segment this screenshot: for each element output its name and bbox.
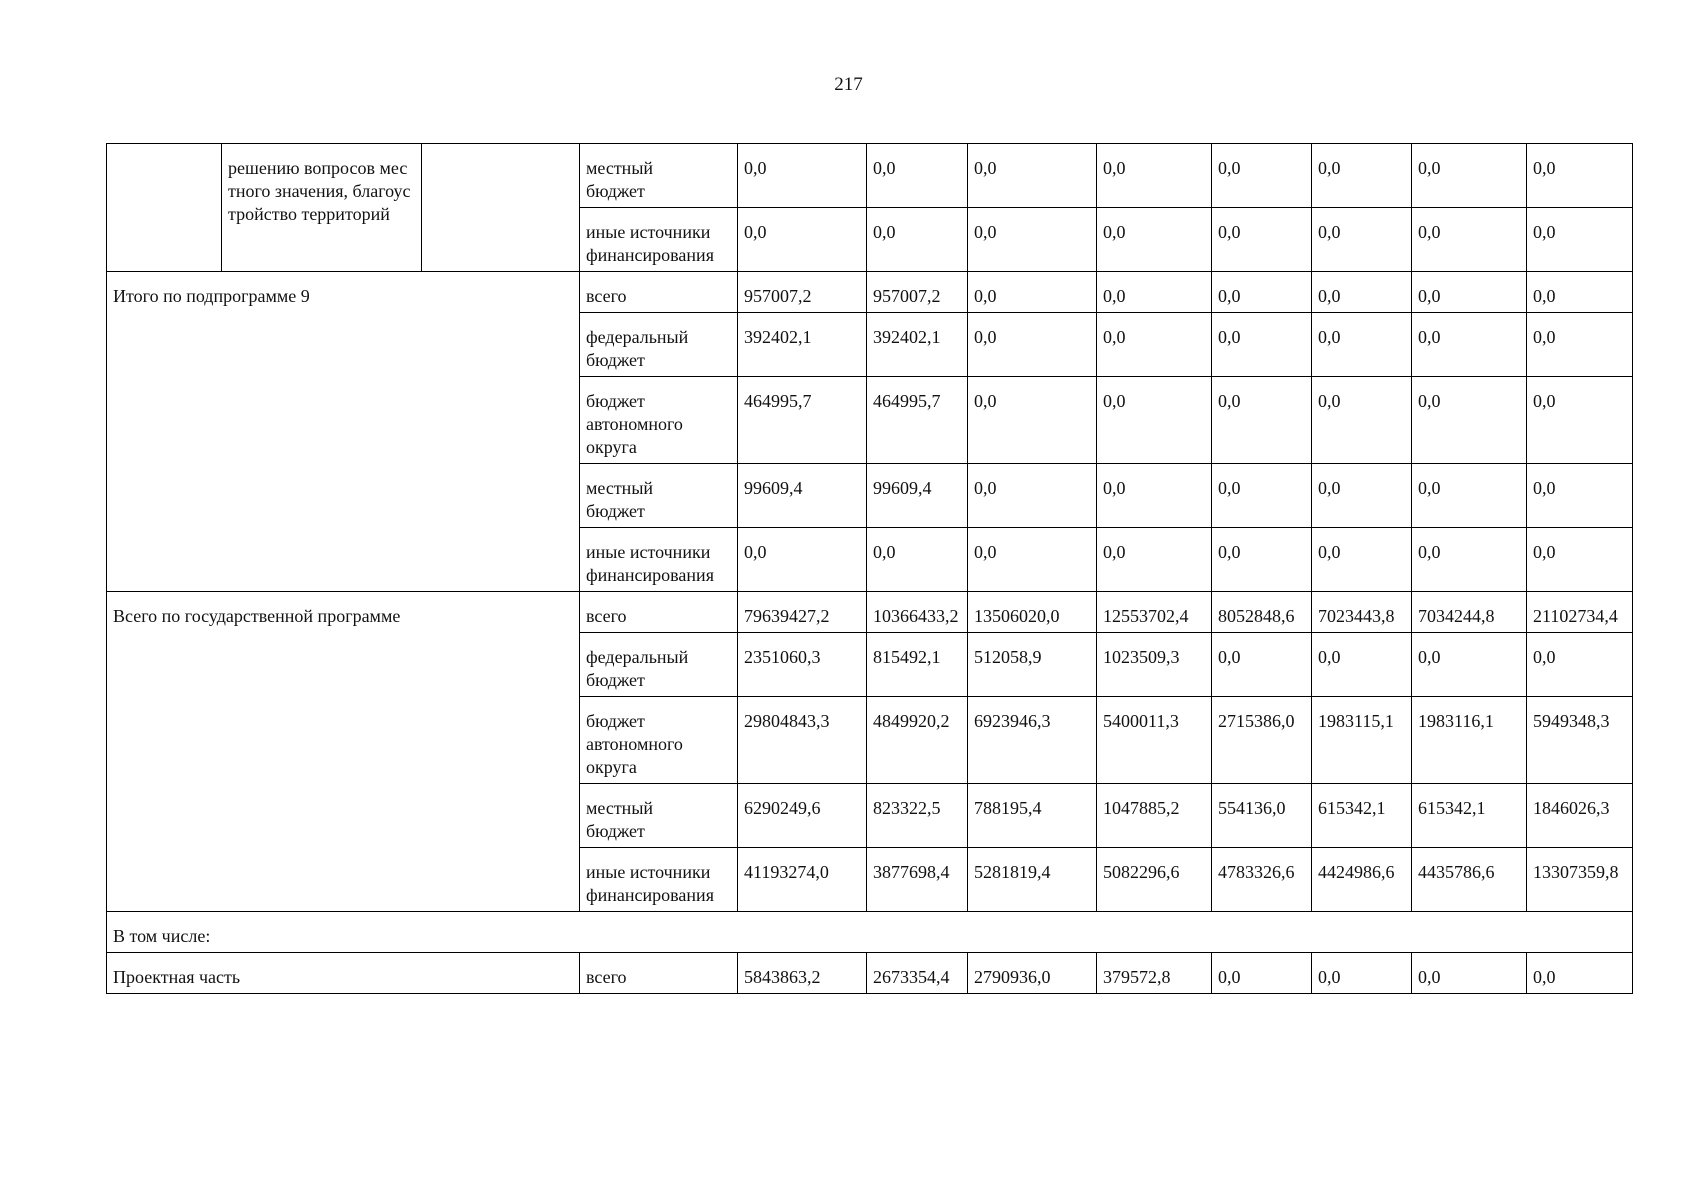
value-cell: 815492,1 bbox=[867, 633, 968, 697]
value-cell: 615342,1 bbox=[1412, 784, 1527, 848]
value-cell: 41193274,0 bbox=[738, 848, 867, 912]
program-total-label: Всего по государственной программе bbox=[107, 592, 580, 912]
source-cell: всего bbox=[580, 592, 738, 633]
value-cell: 0,0 bbox=[1097, 313, 1212, 377]
value-cell: 0,0 bbox=[1212, 528, 1312, 592]
value-cell: 0,0 bbox=[1312, 953, 1412, 994]
value-cell: 0,0 bbox=[968, 377, 1097, 464]
value-cell: 0,0 bbox=[968, 464, 1097, 528]
source-cell: всего bbox=[580, 272, 738, 313]
value-cell: 5400011,3 bbox=[1097, 697, 1212, 784]
value-cell: 0,0 bbox=[1312, 313, 1412, 377]
value-cell: 0,0 bbox=[968, 313, 1097, 377]
value-cell: 0,0 bbox=[867, 144, 968, 208]
value-cell: 464995,7 bbox=[738, 377, 867, 464]
value-cell: 1846026,3 bbox=[1527, 784, 1633, 848]
value-cell: 0,0 bbox=[1212, 272, 1312, 313]
value-cell: 823322,5 bbox=[867, 784, 968, 848]
value-cell: 5843863,2 bbox=[738, 953, 867, 994]
value-cell: 2673354,4 bbox=[867, 953, 968, 994]
source-cell: бюджет автономного округа bbox=[580, 377, 738, 464]
value-cell: 6290249,6 bbox=[738, 784, 867, 848]
value-cell: 0,0 bbox=[968, 208, 1097, 272]
value-cell: 0,0 bbox=[1097, 144, 1212, 208]
value-cell: 0,0 bbox=[1312, 208, 1412, 272]
source-cell: федеральный бюджет bbox=[580, 313, 738, 377]
value-cell: 6923946,3 bbox=[968, 697, 1097, 784]
source-cell: иные источники финансирования bbox=[580, 848, 738, 912]
subprogram-total-label: Итого по подпрограмме 9 bbox=[107, 272, 580, 592]
value-cell: 0,0 bbox=[1212, 144, 1312, 208]
value-cell: 0,0 bbox=[1097, 528, 1212, 592]
value-cell: 79639427,2 bbox=[738, 592, 867, 633]
value-cell: 5281819,4 bbox=[968, 848, 1097, 912]
value-cell: 3877698,4 bbox=[867, 848, 968, 912]
source-cell: федеральный бюджет bbox=[580, 633, 738, 697]
value-cell: 99609,4 bbox=[738, 464, 867, 528]
source-cell: иные источники финансирования bbox=[580, 528, 738, 592]
value-cell: 1023509,3 bbox=[1097, 633, 1212, 697]
table-row bbox=[107, 592, 1633, 633]
value-cell: 0,0 bbox=[1527, 272, 1633, 313]
table-row bbox=[107, 272, 1633, 313]
value-cell: 0,0 bbox=[1527, 953, 1633, 994]
value-cell: 554136,0 bbox=[1212, 784, 1312, 848]
value-cell: 0,0 bbox=[1312, 272, 1412, 313]
value-cell: 788195,4 bbox=[968, 784, 1097, 848]
value-cell: 12553702,4 bbox=[1097, 592, 1212, 633]
value-cell: 5949348,3 bbox=[1527, 697, 1633, 784]
value-cell: 615342,1 bbox=[1312, 784, 1412, 848]
value-cell: 0,0 bbox=[1527, 377, 1633, 464]
value-cell: 2351060,3 bbox=[738, 633, 867, 697]
value-cell: 0,0 bbox=[1527, 144, 1633, 208]
funding-table-body bbox=[107, 144, 1633, 994]
value-cell: 0,0 bbox=[1412, 272, 1527, 313]
value-cell: 21102734,4 bbox=[1527, 592, 1633, 633]
value-cell: 0,0 bbox=[1097, 464, 1212, 528]
table-row bbox=[107, 144, 1633, 208]
including-label: В том числе: bbox=[107, 912, 1633, 953]
value-cell: 464995,7 bbox=[867, 377, 968, 464]
value-cell: 4849920,2 bbox=[867, 697, 968, 784]
source-cell: местный бюджет bbox=[580, 784, 738, 848]
value-cell: 392402,1 bbox=[738, 313, 867, 377]
value-cell: 1983116,1 bbox=[1412, 697, 1527, 784]
value-cell: 0,0 bbox=[738, 144, 867, 208]
value-cell: 379572,8 bbox=[1097, 953, 1212, 994]
page-number: 217 bbox=[834, 74, 863, 95]
value-cell: 0,0 bbox=[1312, 377, 1412, 464]
table-row bbox=[107, 912, 1633, 953]
value-cell: 0,0 bbox=[1212, 464, 1312, 528]
value-cell: 0,0 bbox=[1412, 464, 1527, 528]
value-cell: 0,0 bbox=[1312, 144, 1412, 208]
value-cell: 0,0 bbox=[1412, 313, 1527, 377]
value-cell: 0,0 bbox=[1527, 208, 1633, 272]
value-cell: 0,0 bbox=[1212, 377, 1312, 464]
value-cell: 0,0 bbox=[1527, 528, 1633, 592]
value-cell: 0,0 bbox=[968, 144, 1097, 208]
value-cell: 0,0 bbox=[1097, 377, 1212, 464]
value-cell: 1983115,1 bbox=[1312, 697, 1412, 784]
value-cell: 0,0 bbox=[1412, 144, 1527, 208]
value-cell: 0,0 bbox=[1527, 464, 1633, 528]
value-cell: 7034244,8 bbox=[1412, 592, 1527, 633]
value-cell: 0,0 bbox=[1312, 528, 1412, 592]
value-cell: 0,0 bbox=[1097, 272, 1212, 313]
value-cell: 99609,4 bbox=[867, 464, 968, 528]
value-cell: 8052848,6 bbox=[1212, 592, 1312, 633]
value-cell: 0,0 bbox=[867, 208, 968, 272]
value-cell: 0,0 bbox=[738, 208, 867, 272]
value-cell: 0,0 bbox=[968, 528, 1097, 592]
value-cell: 0,0 bbox=[1412, 953, 1527, 994]
source-cell: местный бюджет bbox=[580, 144, 738, 208]
value-cell: 2790936,0 bbox=[968, 953, 1097, 994]
value-cell: 0,0 bbox=[867, 528, 968, 592]
value-cell: 0,0 bbox=[738, 528, 867, 592]
source-cell: местный бюджет bbox=[580, 464, 738, 528]
value-cell: 13307359,8 bbox=[1527, 848, 1633, 912]
value-cell: 0,0 bbox=[1212, 953, 1312, 994]
source-cell: всего bbox=[580, 953, 738, 994]
value-cell: 7023443,8 bbox=[1312, 592, 1412, 633]
value-cell: 5082296,6 bbox=[1097, 848, 1212, 912]
value-cell: 0,0 bbox=[1527, 313, 1633, 377]
source-cell: бюджет автономного округа bbox=[580, 697, 738, 784]
funding-table bbox=[106, 143, 1633, 994]
value-cell: 0,0 bbox=[1097, 208, 1212, 272]
project-part-label: Проектная часть bbox=[107, 953, 580, 994]
value-cell: 0,0 bbox=[1212, 208, 1312, 272]
value-cell: 957007,2 bbox=[867, 272, 968, 313]
value-cell: 392402,1 bbox=[867, 313, 968, 377]
value-cell: 13506020,0 bbox=[968, 592, 1097, 633]
value-cell: 512058,9 bbox=[968, 633, 1097, 697]
value-cell: 0,0 bbox=[1412, 528, 1527, 592]
value-cell: 0,0 bbox=[1412, 633, 1527, 697]
value-cell: 2715386,0 bbox=[1212, 697, 1312, 784]
value-cell: 4424986,6 bbox=[1312, 848, 1412, 912]
source-cell: иные источники финансирования bbox=[580, 208, 738, 272]
value-cell: 4435786,6 bbox=[1412, 848, 1527, 912]
value-cell: 0,0 bbox=[1412, 377, 1527, 464]
value-cell: 0,0 bbox=[1312, 464, 1412, 528]
value-cell: 0,0 bbox=[1212, 633, 1312, 697]
value-cell: 29804843,3 bbox=[738, 697, 867, 784]
activity-cell: решению вопросов местного значения, благоустройство территорий bbox=[222, 144, 422, 272]
value-cell: 0,0 bbox=[1312, 633, 1412, 697]
value-cell: 0,0 bbox=[1412, 208, 1527, 272]
value-cell: 0,0 bbox=[1527, 633, 1633, 697]
executor-cell bbox=[422, 144, 580, 272]
value-cell: 4783326,6 bbox=[1212, 848, 1312, 912]
value-cell: 1047885,2 bbox=[1097, 784, 1212, 848]
number-cell bbox=[107, 144, 222, 272]
value-cell: 10366433,2 bbox=[867, 592, 968, 633]
value-cell: 957007,2 bbox=[738, 272, 867, 313]
value-cell: 0,0 bbox=[1212, 313, 1312, 377]
table-row bbox=[107, 953, 1633, 994]
value-cell: 0,0 bbox=[968, 272, 1097, 313]
